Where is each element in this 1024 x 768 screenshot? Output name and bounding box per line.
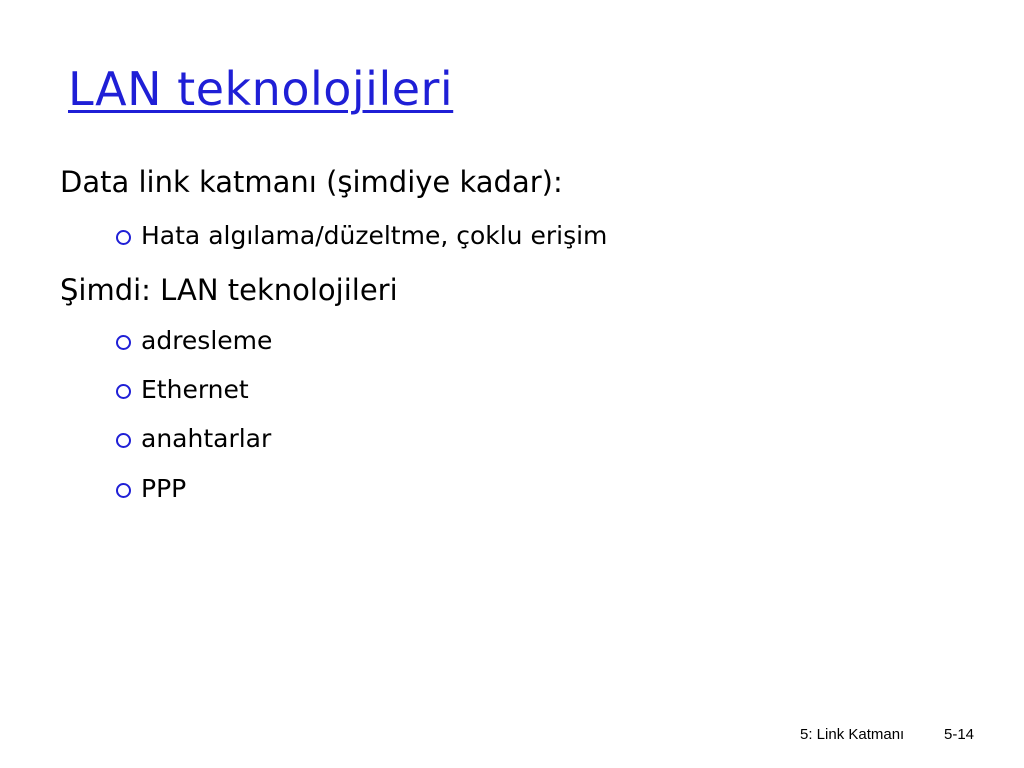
bullet-data-link: Data link katmanı (şimdiye kadar):	[60, 165, 563, 199]
circle-bullet-icon	[116, 433, 131, 448]
slide-title: LAN teknolojileri	[68, 62, 454, 116]
subbullet-hata-algilama	[116, 219, 607, 253]
subbullet-text: anahtarlar	[141, 424, 272, 453]
circle-bullet-icon	[116, 230, 131, 245]
footer-page-number: 5-14	[944, 726, 975, 743]
bullet-simdi: Şimdi: LAN teknolojileri	[60, 273, 398, 307]
circle-bullet-icon	[116, 483, 131, 498]
subbullet-ethernet	[116, 373, 249, 407]
footer-chapter: 5: Link Katmanı	[800, 726, 905, 743]
subbullet-anahtarlar	[116, 422, 271, 456]
subbullet-text: Hata algılama/düzeltme, çoklu erişim	[141, 221, 608, 250]
subbullet-text: PPP	[141, 474, 187, 503]
circle-bullet-icon	[116, 384, 131, 399]
subbullet-adresleme	[116, 324, 272, 358]
subbullet-text: adresleme	[141, 326, 273, 355]
subbullet-text: Ethernet	[141, 375, 249, 404]
subbullet-ppp	[116, 472, 186, 506]
circle-bullet-icon	[116, 335, 131, 350]
